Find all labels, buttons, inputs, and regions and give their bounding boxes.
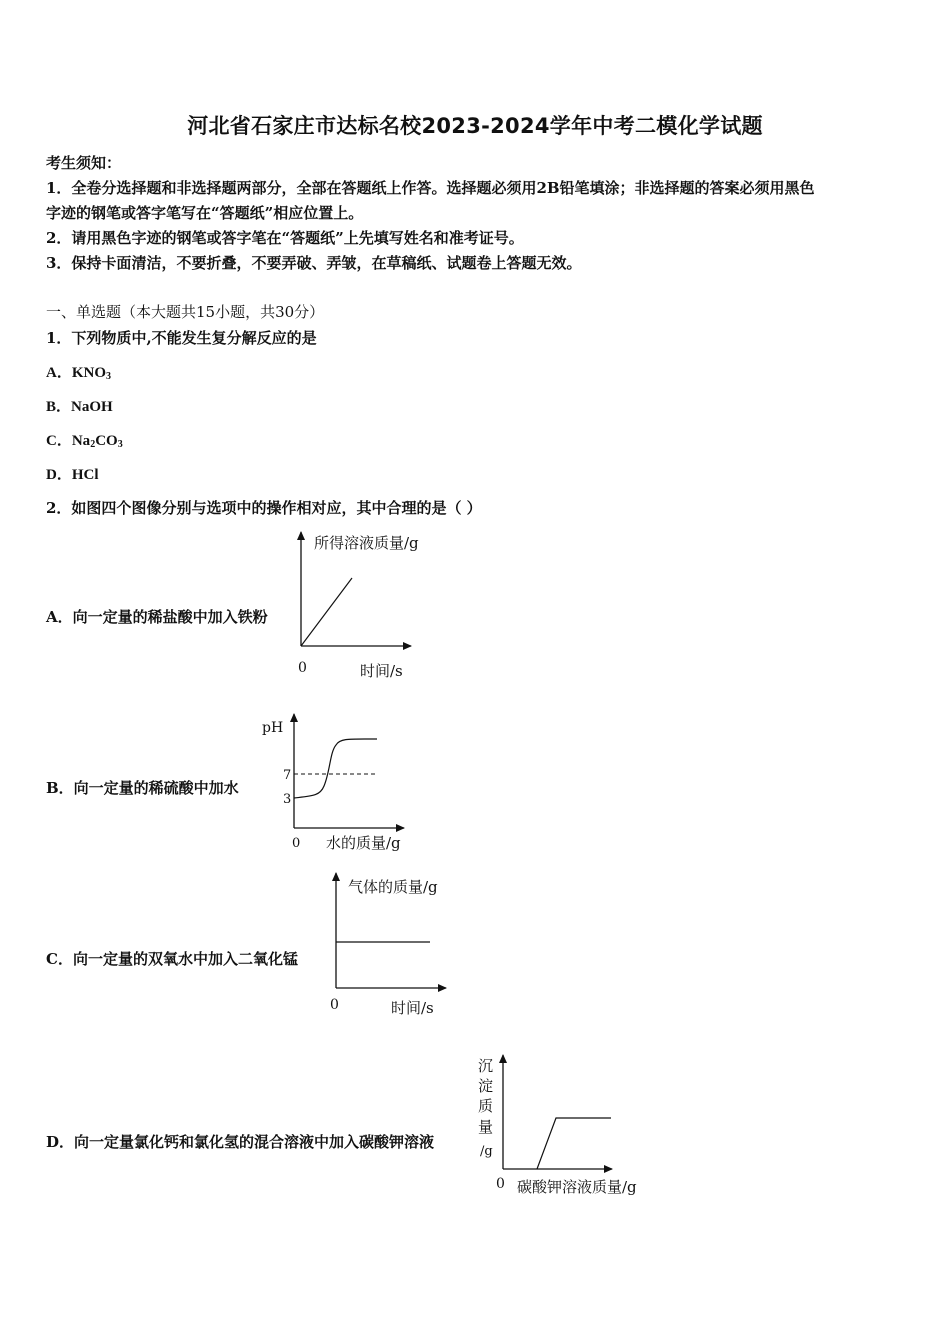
graph-c-origin: 0 [330, 997, 339, 1013]
graph-b-curve [294, 739, 377, 798]
graph-d-curve [537, 1118, 611, 1169]
graph-b-tick-7: 7 [283, 768, 292, 783]
graph-d-xlabel: 碳酸钾溶液质量/g [517, 1178, 637, 1196]
q2-stem: 2．如图四个图像分别与选项中的操作相对应，其中合理的是（ ） [46, 499, 482, 517]
graph-a-curve [301, 578, 352, 646]
q1-option-b[interactable]: B．NaOH [46, 399, 113, 415]
q1-option-c[interactable]: C．$Na_2CO_3$ [46, 433, 123, 450]
notice-heading: 考生须知： [46, 154, 122, 172]
q2-option-b-text[interactable]: B．向一定量的稀硫酸中加水 [46, 779, 239, 797]
q1-option-d[interactable]: D．HCl [46, 467, 99, 483]
graph-c-xlabel: 时间/s [391, 999, 434, 1017]
notice-item-1: 1．全卷分选择题和非选择题两部分，全部在答题纸上作答。选择题必须用2B铅笔填涂；非选择题的答案必须用黑色 [46, 179, 815, 197]
graph-d [478, 1055, 637, 1196]
notice-item-2: 2．请用黑色字迹的钢笔或答字笔在“答题纸”上先填写姓名和准考证号。 [46, 229, 524, 247]
notice-item-1-cont: 字迹的钢笔或答字笔写在“答题纸”相应位置上。 [46, 204, 364, 222]
graph-c [330, 873, 446, 1017]
q1-stem: 1．下列物质中,不能发生复分解反应的是 [46, 329, 317, 347]
graph-a-origin: 0 [298, 660, 307, 676]
graph-d-ylabel-3: 质 [478, 1097, 494, 1115]
graph-d-ylabel-4: 量 [478, 1118, 494, 1136]
section-heading: 一、单选题（本大题共15小题，共30分） [46, 303, 325, 321]
graph-b-origin: 0 [292, 836, 301, 851]
q1-option-a[interactable]: A．$KNO_3$ [46, 365, 112, 382]
notice-item-3: 3．保持卡面清洁，不要折叠，不要弄破、弄皱，在草稿纸、试题卷上答题无效。 [46, 254, 582, 272]
graph-d-ylabel-2: 淀 [478, 1077, 494, 1095]
graph-d-ylabel-5: /g [480, 1144, 493, 1159]
graph-a-ylabel: 所得溶液质量/g [314, 534, 419, 552]
graph-c-ylabel: 气体的质量/g [348, 878, 438, 896]
graph-d-ylabel-1: 沉 [478, 1057, 494, 1075]
graph-a [298, 532, 419, 680]
q2-option-a-text[interactable]: A．向一定量的稀盐酸中加入铁粉 [46, 608, 268, 626]
graph-d-origin: 0 [496, 1176, 505, 1192]
graph-b-ylabel: pH [262, 720, 284, 736]
graph-b-tick-3: 3 [283, 792, 292, 807]
graph-a-xlabel: 时间/s [360, 662, 403, 680]
page-title: 河北省石家庄市达标名校2023-2024学年中考二模化学试题 [187, 114, 763, 138]
q2-option-c-text[interactable]: C．向一定量的双氧水中加入二氧化锰 [46, 950, 298, 968]
graph-b [262, 714, 404, 852]
q2-option-d-text[interactable]: D．向一定量氯化钙和氯化氢的混合溶液中加入碳酸钾溶液 [46, 1133, 435, 1151]
graph-b-xlabel: 水的质量/g [326, 834, 401, 852]
